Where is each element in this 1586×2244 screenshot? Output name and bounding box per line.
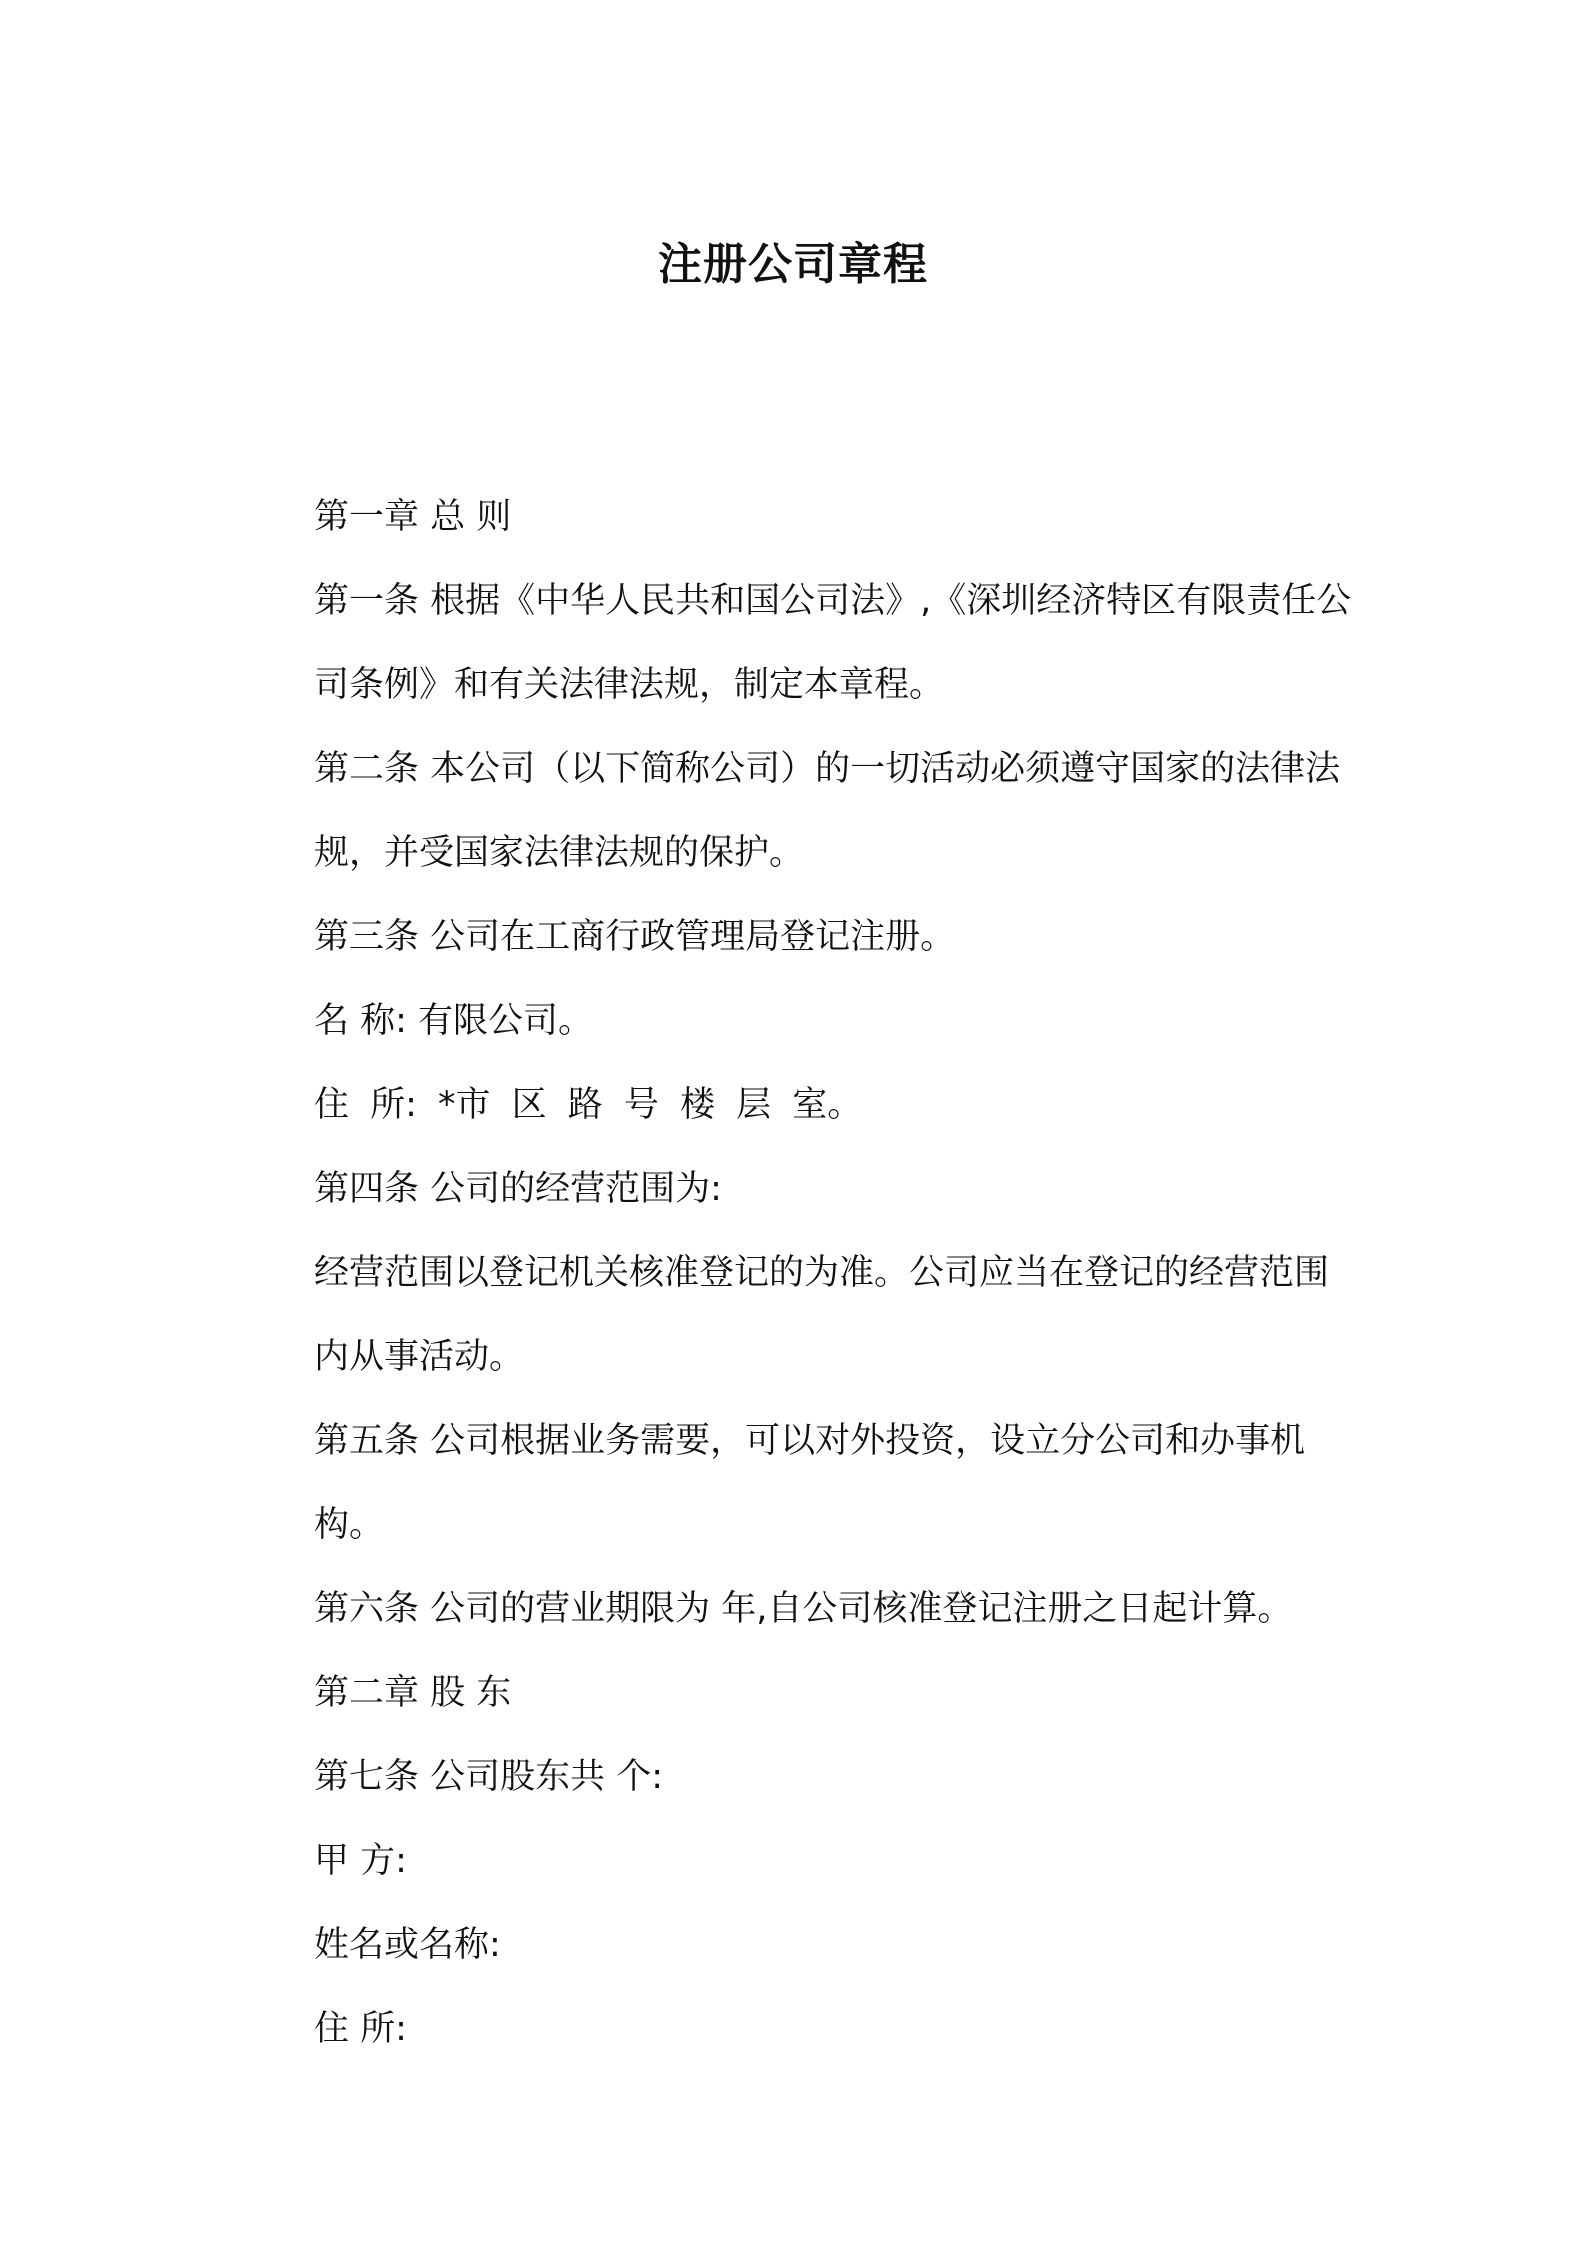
chapter-heading: 第二章 股 东: [314, 1673, 512, 1713]
document-body: [238, 475, 1358, 2071]
chapter-heading: 第一章 总 则: [314, 497, 512, 537]
party-name-line: 姓名或名称:: [314, 1925, 501, 1965]
article-paragraph: 第一条 根据《中华人民共和国公司法》,《深圳经济特区有限责任公司条例》和有关法律法规，制定本章程。: [314, 581, 1352, 705]
article-paragraph: 第六条 公司的营业期限为 年,自公司核准登记注册之日起计算。: [314, 1589, 1293, 1629]
party-address-line: 住 所:: [314, 2009, 407, 2049]
business-scope-paragraph: 经营范围以登记机关核准登记的为准。公司应当在登记的经营范围内从事活动。: [314, 1253, 1330, 1377]
company-address-line: 住 所: *市 区 路 号 楼 层 室。: [314, 1085, 863, 1125]
article-paragraph: 第五条 公司根据业务需要，可以对外投资，设立分公司和办事机构。: [314, 1421, 1306, 1545]
document-title: 注册公司章程: [658, 239, 928, 290]
article-paragraph: 第二条 本公司（以下简称公司）的一切活动必须遵守国家的法律法规，并受国家法律法规的保护。: [314, 749, 1341, 873]
company-name-line: 名 称: 有限公司。: [314, 1001, 594, 1041]
article-paragraph: 第四条 公司的经营范围为:: [314, 1169, 722, 1209]
article-paragraph: 第七条 公司股东共 个:: [314, 1757, 664, 1797]
article-paragraph: 第三条 公司在工商行政管理局登记注册。: [314, 917, 956, 957]
party-a-line: 甲 方:: [314, 1841, 407, 1881]
